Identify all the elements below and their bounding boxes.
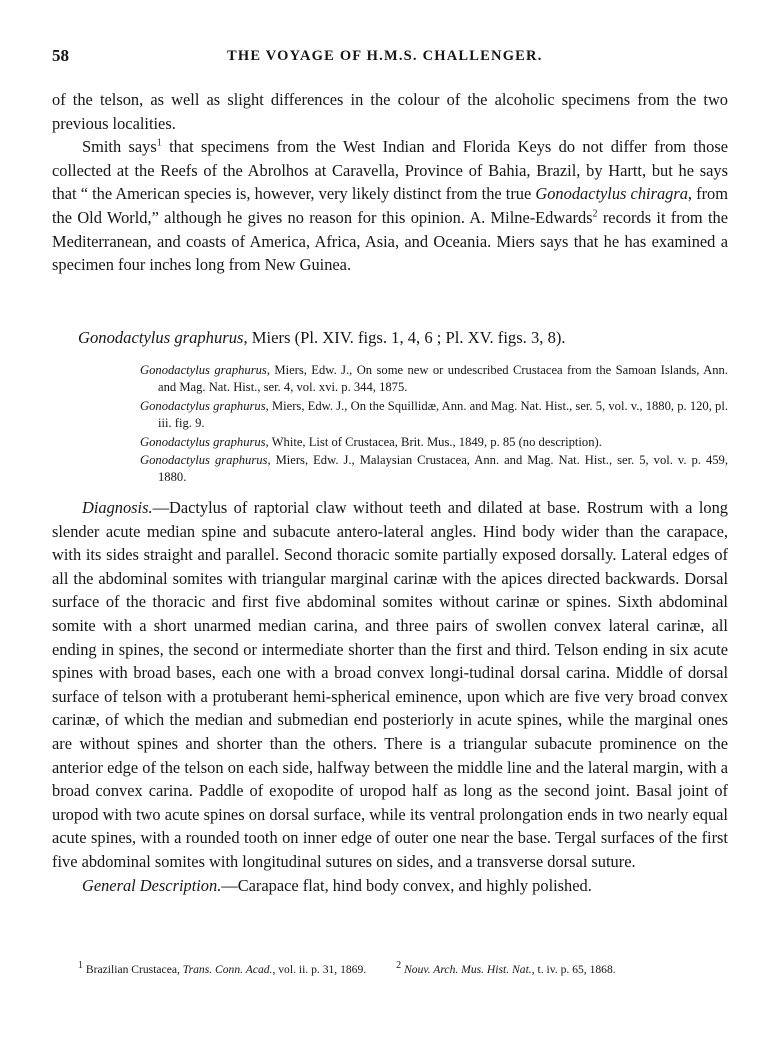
diagnosis-label: Diagnosis.	[82, 498, 153, 517]
footnotes	[78, 960, 728, 976]
reference-species: Gonodactylus graphurus	[140, 453, 268, 468]
intro-paragraph-2	[52, 135, 728, 277]
footnote-1-journal: Trans. Conn. Acad.	[182, 963, 273, 976]
reference-text: , Miers, Edw. J., On some new or undescribed Crustacea from the Samoan Islands, Ann. and Mag. Nat. Hist., ser. 4, vol. xvi. p. 344, 1875.	[158, 363, 728, 395]
species-name: Gonodactylus chiragra	[535, 184, 688, 204]
reference-species: Gonodactylus graphurus	[140, 363, 267, 377]
species-heading-name: Gonodactylus graphurus	[78, 328, 244, 347]
general-description-paragraph	[52, 874, 728, 898]
footnote-1-rest: , vol. ii. p. 31, 1869.	[272, 963, 367, 976]
page-header	[52, 46, 728, 68]
species-heading-rest: , Miers (Pl. XIV. figs. 1, 4, 6 ; Pl. XV. figs. 3, 8).	[243, 328, 566, 347]
diagnosis-text: —Dactylus of raptorial claw without teeth and dilated at base. Rostrum with a long slender acute median spine and subacute antero-lateral angles. Hind body wider than the carapace, with its sides straight and parallel. Second thoracic somite partially exposed dorsally. Lateral edges of all the abdominal somites with triangular marginal carinæ with the apices directed backwards. Dorsal surface of the thoracic and first five abdominal somites without carinæ or spines. Sixth abdominal somite with a short unarmed median carina, and three pairs of swollen convex lateral carinæ, all ending in spines, the second or intermediate shorter than the first and third. Telson ending in six acute spines with broad bases, each one with a broad convex longi-tudinal dorsal carina. Middle of dorsal surface of telson with a protuberant hemi-spherical eminence, upon which are five very broad convex carinæ, of which the median and submedian end posteriorly in acute spines, while the marginal ones are without spines and shorter than the others. There is a triangular subacute prominence on the anterior edge of the telson on each side, halfway between the middle line and the lateral margin, with a broad convex carina. Paddle of exopodite of uropod half as long as the second joint. Basal joint of uropod with two acute spines on dorsal surface, while its ventral prolongation ends in two nearly equal acute spines, with a rounded tooth on inner edge of outer one near the base. Tergal surfaces of the first five abdominal somites with longitudinal sutures on sides, and a transverse dorsal suture.	[52, 498, 728, 871]
diagnosis-paragraph	[52, 496, 728, 874]
para2-text-1: Smith says	[82, 137, 157, 157]
reference-species: Gonodactylus graphurus	[140, 398, 266, 413]
footnote-2-journal: Nouv. Arch. Mus. Hist. Nat.	[401, 963, 532, 976]
para2-text-2: that specimens from the West Indian and Florida Keys do not differ from those collected at the Reefs of the Abrolhos at Caravella, Province of Bahia, Brazil, by Hartt, but he says that “ the American species is, however, very likely distinct from the true	[52, 137, 728, 204]
page-number: 58	[52, 46, 69, 65]
reference-item	[140, 398, 728, 432]
footnote-ref-2: 2	[592, 208, 598, 220]
footnote-1	[78, 960, 367, 976]
footnote-2	[396, 960, 616, 976]
intro-section	[52, 88, 728, 277]
reference-species: Gonodactylus graphurus	[140, 434, 266, 449]
footnote-1-number: 1	[78, 960, 83, 972]
general-description-label: General Description.	[82, 875, 222, 895]
reference-text: , Miers, Edw. J., On the Squillidæ, Ann. and Mag. Nat. Hist., ser. 5, vol. v., 1880, p. 120, pl. iii. fig. 9.	[158, 398, 729, 430]
running-title: THE VOYAGE OF H.M.S. CHALLENGER.	[227, 48, 543, 64]
para2-text-3: , from the Old World,” although he gives no reason for this opinion. A. Milne-Edwards	[52, 184, 728, 227]
intro-paragraph-1: of the telson, as well as slight differences in the colour of the alcoholic specimens from the two previous localities.	[52, 90, 728, 133]
document-page	[52, 0, 728, 1050]
para2-text-4: records it from the Mediterranean, and coasts of America, Africa, Asia, and Oceania. Miers says that he has examined a specimen four inches long from New Guinea.	[52, 207, 728, 275]
diagnosis-section	[52, 496, 728, 897]
footnote-2-rest: , t. iv. p. 65, 1868.	[531, 963, 616, 976]
footnote-ref-1: 1	[156, 137, 162, 149]
reference-item	[140, 452, 728, 486]
reference-item	[140, 434, 728, 451]
species-heading	[78, 328, 566, 348]
reference-text: , Miers, Edw. J., Malaysian Crustacea, Ann. and Mag. Nat. Hist., ser. 5, vol. v. p. 459, 1880.	[158, 453, 728, 485]
footnote-1-text: Brazilian Crustacea,	[83, 963, 183, 976]
reference-item	[140, 362, 728, 396]
reference-text: , White, List of Crustacea, Brit. Mus., 1849, p. 85 (no description).	[265, 434, 602, 449]
synonymy-references	[140, 362, 728, 488]
footnote-2-number: 2	[396, 960, 402, 972]
general-description-text: —Carapace flat, hind body convex, and highly polished.	[221, 875, 592, 895]
